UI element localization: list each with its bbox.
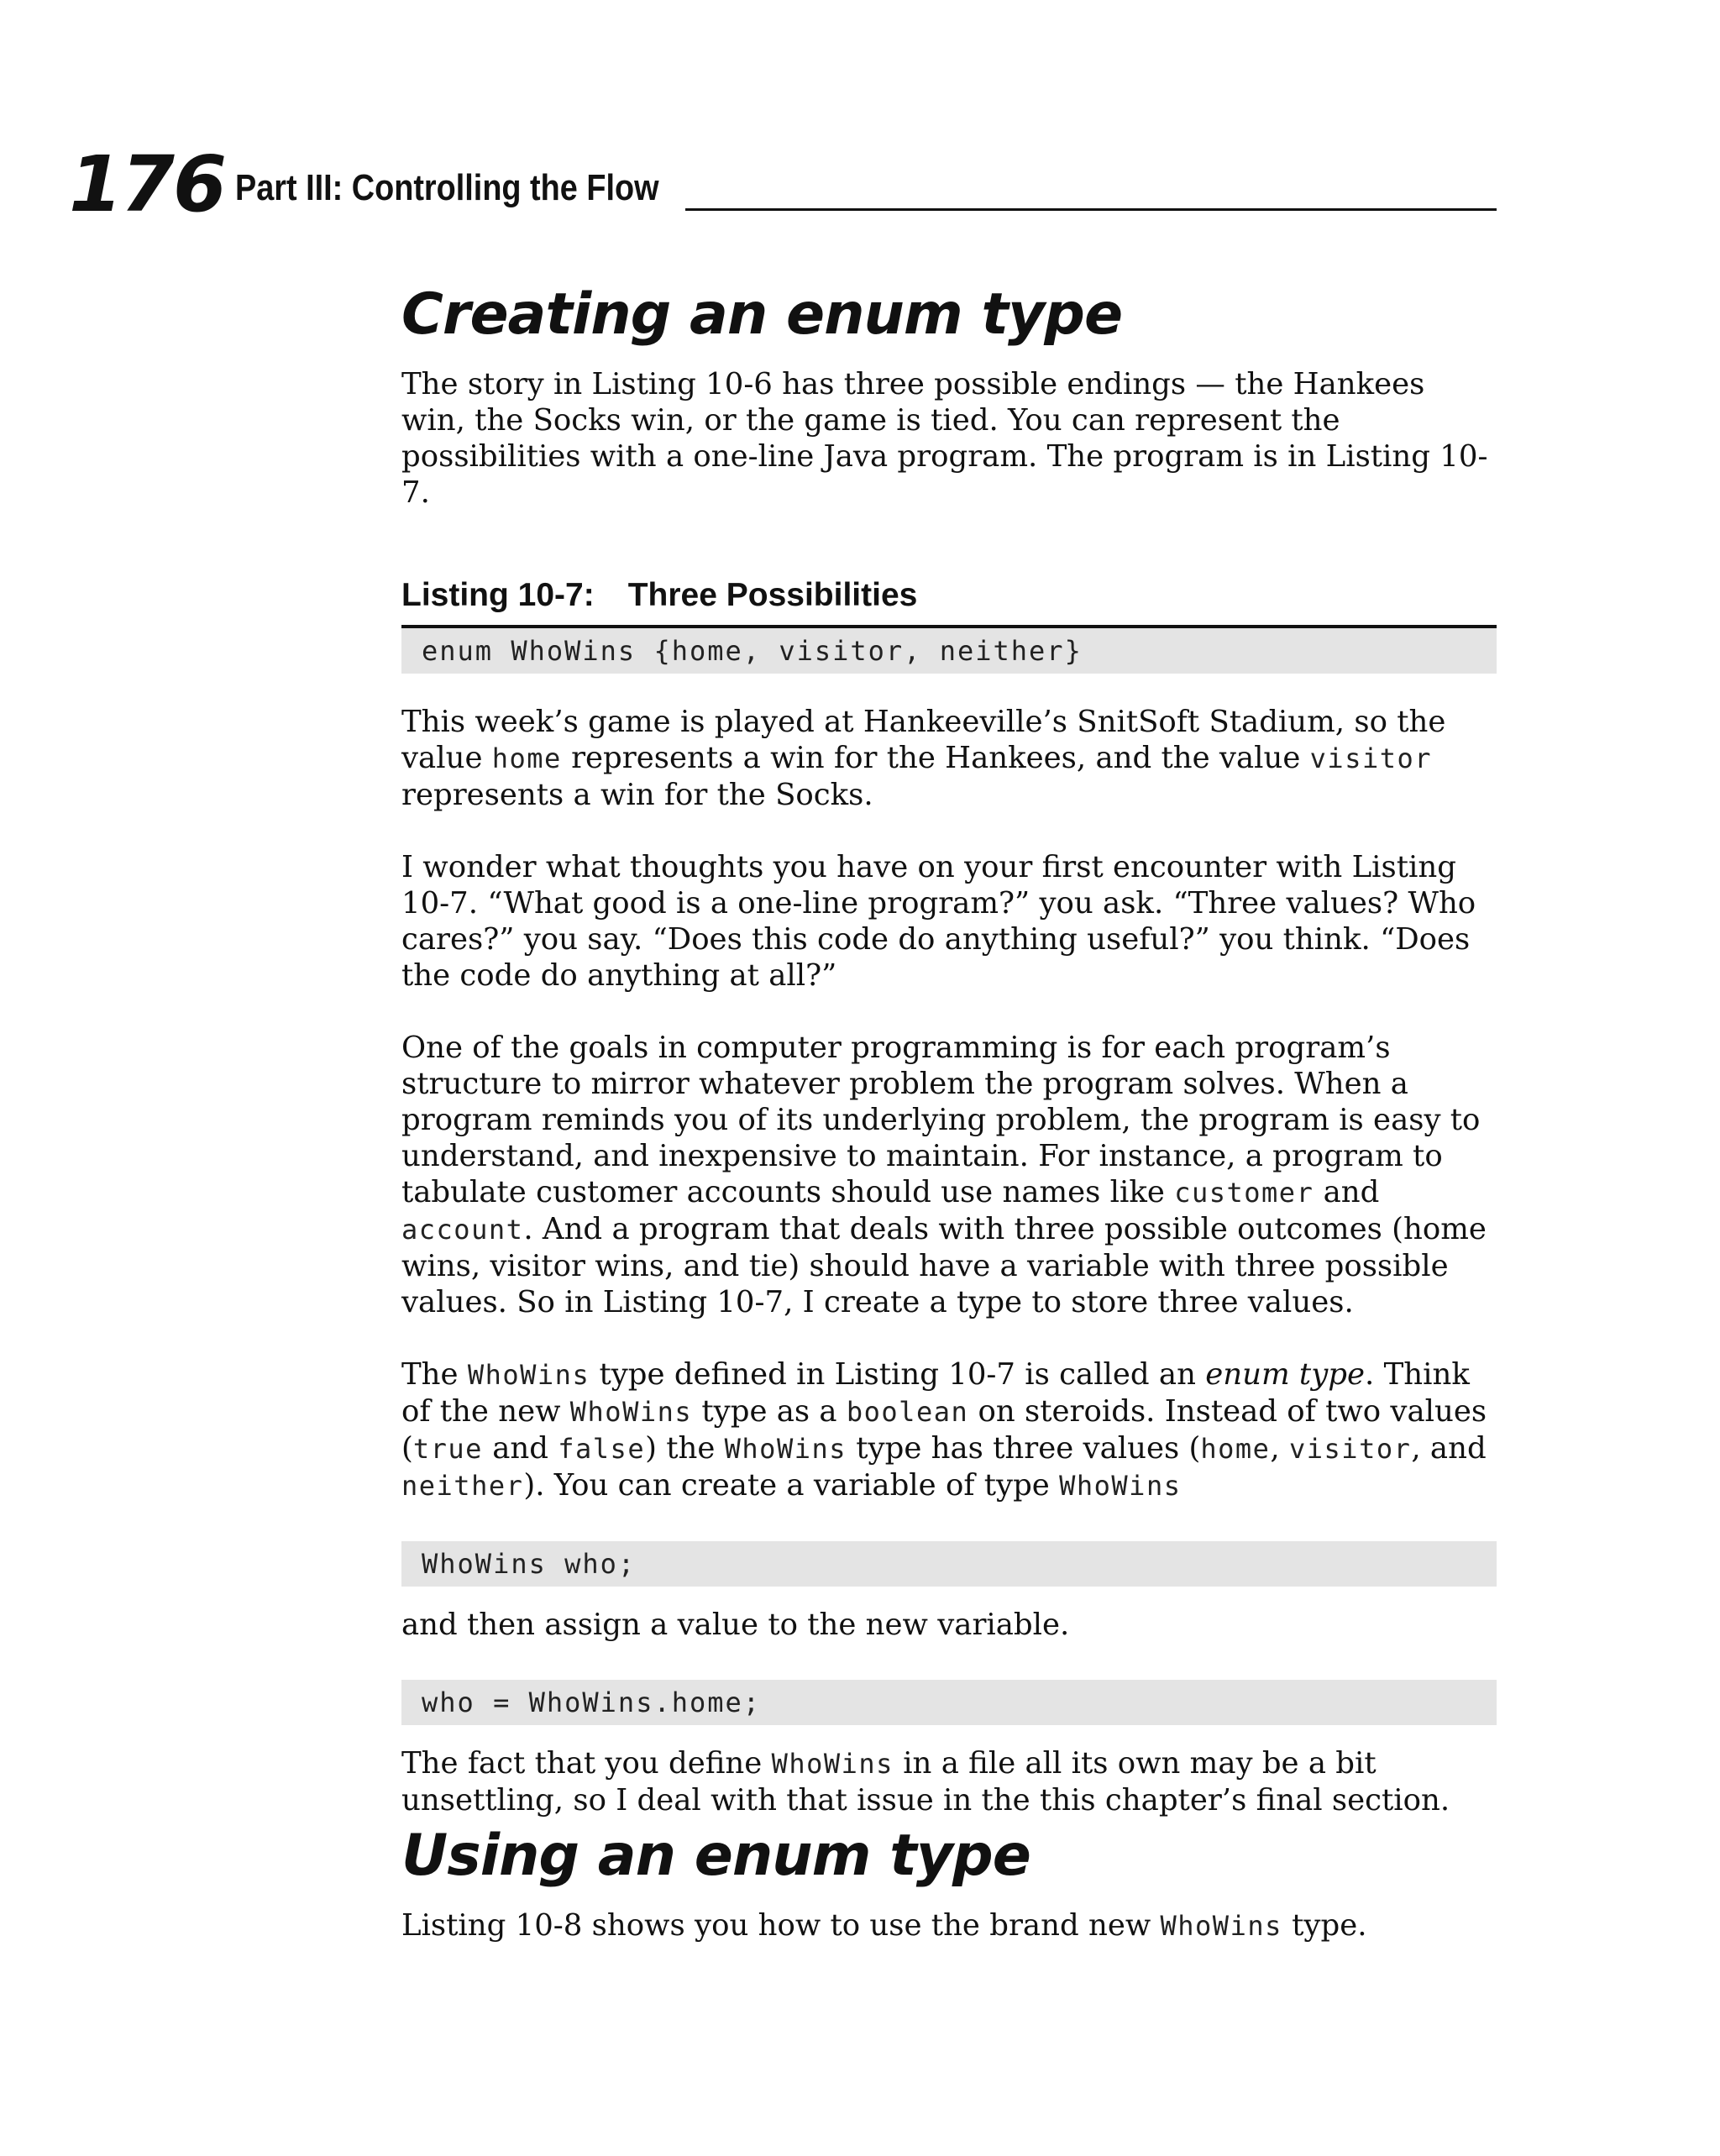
text: One of the goals in computer programming is for each program’s structure to mirror whatever problem the program solves. When a program reminds you of its underlying problem, the program is easy to understand, and inexpensive to maintain. For instance, a program to tabulate customer accounts should use names like	[401, 1031, 1481, 1209]
text: on steroids. Instead of two values (	[401, 1394, 1487, 1466]
section-title-creating-enum: Creating an enum type	[401, 281, 1123, 348]
inline-code: WhoWins	[771, 1748, 894, 1780]
inline-code: account	[401, 1214, 524, 1246]
code-declare-variable: WhoWins who;	[401, 1541, 1497, 1587]
inline-code: WhoWins	[569, 1396, 693, 1428]
text: . And a program that deals with three possible outcomes (home wins, visitor wins, and tie) should have a variable with three possible values. So in Listing 10-7, I create a type to store three values.	[401, 1212, 1487, 1319]
listing-label: Listing 10-7:	[401, 577, 595, 613]
text: and	[482, 1431, 558, 1466]
paragraph-assign: and then assign a value to the new variable.	[401, 1608, 1070, 1642]
listing-10-7-code: enum WhoWins {home, visitor, neither}	[401, 628, 1497, 674]
text: represents a win for the Hankees, and the value	[561, 741, 1310, 775]
inline-code: WhoWins	[1160, 1910, 1282, 1942]
inline-code: false	[558, 1433, 646, 1465]
text: , and	[1411, 1431, 1487, 1466]
emphasis: enum type	[1205, 1357, 1365, 1392]
text: and	[1314, 1175, 1380, 1209]
listing-10-7-heading	[401, 576, 1497, 628]
running-head: Part III: Controlling the Flow	[235, 167, 659, 208]
inline-code: customer	[1174, 1177, 1314, 1209]
inline-code: home	[1200, 1433, 1271, 1465]
text: in a file all its own may be a bit unsettling, so I deal with that issue in the this chapter’s final section.	[401, 1746, 1450, 1818]
text: type defined in Listing 10-7 is called an	[590, 1357, 1206, 1392]
text: type as a	[692, 1394, 847, 1429]
inline-code: WhoWins	[724, 1433, 847, 1465]
paragraph-unsettling	[401, 1745, 1497, 1818]
text: type has three values (	[847, 1431, 1201, 1466]
inline-code: neither	[401, 1470, 524, 1502]
inline-code: WhoWins	[1059, 1470, 1182, 1502]
section-title-using-enum: Using an enum type	[401, 1823, 1030, 1889]
header-rule	[685, 208, 1497, 211]
text: represents a win for the Socks.	[401, 778, 873, 812]
page-header	[69, 139, 1497, 229]
text: This week’s game is played at Hankeeville’s SnitSoft Stadium, so the value	[401, 705, 1446, 775]
text: ,	[1270, 1431, 1289, 1466]
page-number: 176	[69, 139, 226, 229]
inline-code: WhoWins	[467, 1359, 590, 1391]
text: The	[401, 1357, 468, 1392]
inline-code: boolean	[846, 1396, 969, 1428]
listing-title: Three Possibilities	[627, 577, 918, 613]
inline-code: visitor	[1309, 742, 1433, 774]
paragraph-stadium	[401, 704, 1497, 813]
paragraph-goals	[401, 1030, 1497, 1320]
code-assign-value: who = WhoWins.home;	[401, 1680, 1497, 1725]
inline-code: home	[491, 742, 562, 774]
section1-intro-paragraph: The story in Listing 10-6 has three possible endings — the Hankees win, the Socks win, or the game is tied. You can represent the possibilities with a one-line Java program. The program is in Listing 10-7.	[401, 367, 1488, 510]
page-body	[401, 277, 1497, 1944]
text: Listing 10-8 shows you how to use the brand new	[401, 1908, 1161, 1943]
text: The fact that you define	[401, 1746, 772, 1781]
section2-intro-paragraph	[401, 1907, 1497, 1944]
inline-code: true	[412, 1433, 483, 1465]
paragraph-thoughts: I wonder what thoughts you have on your first encounter with Listing 10-7. “What good is a one-line program?” you ask. “Three values? Who cares?” you say. “Does this code do anything useful?” you think. “Does the code do anything at all?”	[401, 850, 1476, 993]
inline-code: visitor	[1289, 1433, 1412, 1465]
text: type.	[1282, 1908, 1367, 1943]
text: . Think of the new	[401, 1357, 1470, 1429]
text: ). You can create a variable of type	[523, 1468, 1060, 1503]
text: ) the	[645, 1431, 725, 1466]
paragraph-whowins-type	[401, 1356, 1497, 1504]
